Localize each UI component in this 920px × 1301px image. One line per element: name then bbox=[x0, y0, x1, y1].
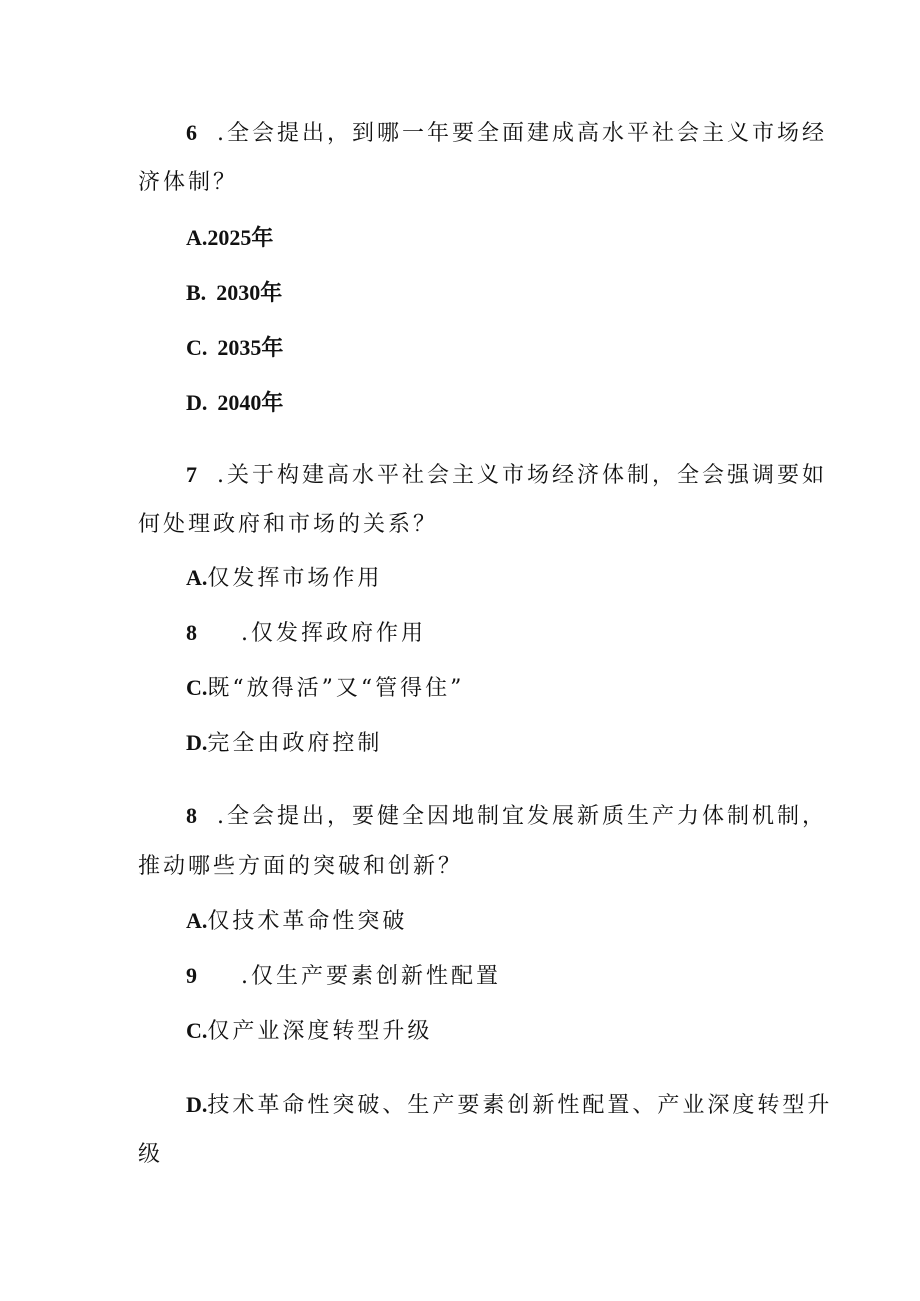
question-number: 7 bbox=[186, 462, 197, 487]
question-6-line-2: 济体制？ bbox=[138, 170, 239, 195]
option-b-misnumbered bbox=[186, 618, 426, 649]
question-6-line-1 bbox=[186, 118, 827, 149]
option-letter: A. bbox=[186, 565, 208, 590]
option-text: .仅生产要素创新性配置 bbox=[241, 964, 501, 989]
option-c bbox=[186, 333, 283, 364]
option-b-misnumbered bbox=[186, 961, 501, 992]
option-letter: A. bbox=[186, 908, 208, 933]
option-letter: D. bbox=[186, 730, 208, 755]
question-7-line-1 bbox=[186, 460, 827, 491]
option-text: 2030年 bbox=[216, 280, 283, 305]
option-a bbox=[186, 906, 407, 937]
option-letter: D. bbox=[186, 390, 208, 415]
option-a bbox=[186, 563, 382, 594]
option-text: 仅产业深度转型升级 bbox=[207, 1019, 433, 1044]
option-text: 技术革命性突破、生产要素创新性配置、产业深度转型升 bbox=[207, 1093, 833, 1118]
option-text: 既“放得活”又“管得住” bbox=[207, 676, 465, 701]
option-text: 2040年 bbox=[217, 390, 284, 415]
option-c bbox=[186, 1016, 432, 1047]
option-letter: C. bbox=[186, 1018, 208, 1043]
question-text: .关于构建高水平社会主义市场经济体制，全会强调要如 bbox=[217, 463, 827, 488]
option-text: 仅发挥市场作用 bbox=[207, 566, 383, 591]
option-letter: D. bbox=[186, 1092, 208, 1117]
option-letter: 9 bbox=[186, 963, 197, 988]
option-letter: 8 bbox=[186, 620, 197, 645]
option-letter: A. bbox=[186, 225, 208, 250]
option-letter: C. bbox=[186, 675, 208, 700]
option-d bbox=[186, 728, 382, 759]
question-8-line-2: 推动哪些方面的突破和创新？ bbox=[138, 854, 464, 879]
option-a bbox=[186, 223, 273, 254]
option-text: 2035年 bbox=[217, 335, 284, 360]
option-text: 仅技术革命性突破 bbox=[207, 909, 408, 934]
option-b bbox=[186, 278, 282, 309]
question-8-line-1 bbox=[186, 801, 827, 832]
option-d bbox=[186, 1090, 832, 1121]
option-letter: B. bbox=[186, 280, 207, 305]
question-text: .全会提出，到哪一年要全面建成高水平社会主义市场经 bbox=[217, 121, 827, 146]
option-letter: C. bbox=[186, 335, 208, 360]
question-number: 8 bbox=[186, 803, 197, 828]
option-d-line-2: 级 bbox=[138, 1142, 164, 1167]
option-text: .仅发挥政府作用 bbox=[241, 621, 426, 646]
option-text: 2025年 bbox=[207, 225, 274, 250]
option-text: 完全由政府控制 bbox=[207, 731, 383, 756]
question-text: .全会提出，要健全因地制宜发展新质生产力体制机制， bbox=[217, 804, 827, 829]
option-c bbox=[186, 673, 464, 704]
question-7-line-2: 何处理政府和市场的关系？ bbox=[138, 512, 439, 537]
question-number: 6 bbox=[186, 120, 197, 145]
option-d bbox=[186, 388, 283, 419]
